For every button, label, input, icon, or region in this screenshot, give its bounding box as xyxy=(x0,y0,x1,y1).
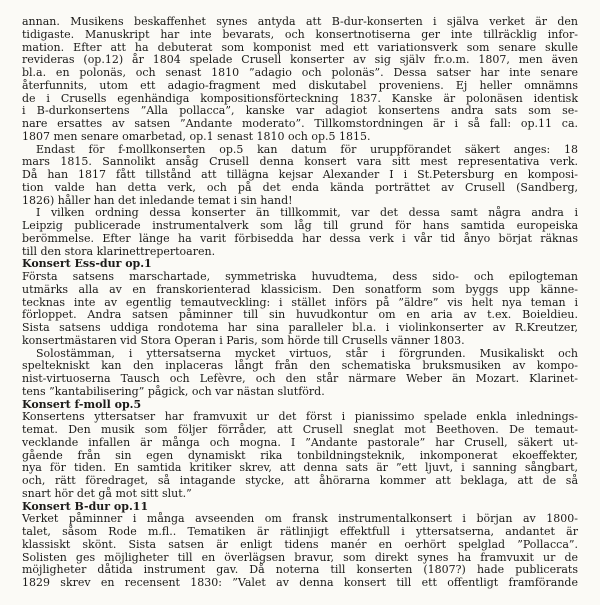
text-line: Solostämman, i yttersatserna mycket virtuos, står i förgrunden. Musikaliskt och xyxy=(36,346,578,360)
text-line: i B-durkonsertens ”Alla pollacca”, kanske var adagiot konsertens andra sats som se- xyxy=(22,104,578,118)
text-line: återfunnits, utom ett adagio-fragment med diskutabel proveniens. Ej heller omnämns xyxy=(22,78,578,92)
text-line: Endast för f-mollkonserten op.5 kan datum för uruppförandet säkert anges: 18 xyxy=(36,142,578,156)
text-line: talet, såsom Rode m.fl.. Tematiken är rätlinjigt effektfull i yttersatserna, andantet är xyxy=(22,525,578,538)
text-line: Leipzig publicerade instrumentalverk som låg till grund för hans samtida europeiska xyxy=(22,219,578,232)
paragraph xyxy=(22,348,578,399)
text-line: temat. Den musik som följer förråder, att Crusell sneglat mot Beethoven. De temaut- xyxy=(22,423,578,436)
text-line: mars 1815. Sannolikt ansåg Crusell denna konsert vara sitt mest representativa verk. xyxy=(22,155,578,169)
text-line: nist-virtuoserna Tausch och Lefèvre, och den står närmare Weber än Mozart. Klarinet- xyxy=(22,372,578,385)
text-line: bl.a. en polonäs, och senast 1810 ”adagio och polonäs”. Dessa satser har inte senare xyxy=(22,66,578,79)
text-line: till den stora klarinettrepertoaren. xyxy=(22,244,216,258)
text-line: 1807 men senare omarbetad, op.1 senast 1810 och op.5 1815. xyxy=(22,129,371,143)
text-line: annan. Musikens beskaffenhet synes antyda att B-dur-konserten i själva verket är den xyxy=(22,15,578,28)
text-line: mation. Efter att ha debuterat som komponist med ett variationsverk som senare skulle xyxy=(22,40,578,54)
text-line: förloppet. Andra satsen påminner till sin huvudkontur om en aria av t.ex. Boieldieu. xyxy=(22,308,578,322)
text-line: Konsert Ess-dur op.1 xyxy=(22,257,152,271)
text-line: 1826) håller han det inledande temat i sin hand! xyxy=(22,193,293,207)
paragraph xyxy=(22,144,578,208)
text-line: Sista satsens uddiga rondotema har sina paralleler bl.a. i violinkonserter av R.Kreutzer, xyxy=(22,321,578,334)
text-line: vecklande infallen är många och mogna. I ”Andante pastorale” har Crusell, säkert ut- xyxy=(22,435,578,449)
text-line: snart hör det gå mot sitt slut.” xyxy=(22,486,192,500)
text-line: Konsert f-moll op.5 xyxy=(22,397,142,411)
text-line: nya för tiden. En samtida kritiker skrev, att denna sats är ”ett ljuvt, i sanning sångbart, xyxy=(22,461,578,475)
text-line: tion valde han detta verk, och på det enda kända porträttet av Crusell (Sandberg, xyxy=(22,180,578,194)
text-line: Första satsens marschartade, symmetriska huvudtema, dess sido- och epilogteman xyxy=(22,270,578,283)
text-line: utmärks alla av en franskorienterad klassicism. Den sonatform som byggs upp känne- xyxy=(22,282,578,296)
text-line: möjligheter dåtida instrument gav. Då noterna till konserten (1807?) hade publicerats xyxy=(22,563,578,577)
text-line: och, rätt föredraget, så intagande stycke, att åhörarna kommer att beklaga, att de så xyxy=(22,474,578,487)
text-line: tens ”kantabilisering” pågick, och var nästan slutförd. xyxy=(22,384,325,398)
text-line: I vilken ordning dessa konserter än tillkommit, var det dessa samt några andra i xyxy=(36,206,578,220)
text-line: tecknas inte av egentlig temautveckling: i stället införs på ”äldre” vis helt nya teman i xyxy=(22,295,578,309)
text-line: gående från sin egen dynamiskt rika tonbildningsteknik, inkomponerat ekoeffekter, xyxy=(22,448,578,462)
text-line: Solisten ges möjligheter till en överlägsen bravur, som direkt synes ha framvuxit ur de xyxy=(22,550,578,564)
text-line: tidigaste. Manuskript har inte bevarats, och konsertnotiserna ger inte tillräcklig infor- xyxy=(22,27,578,41)
text-line: nare ersattes av satsen ”Andante moderato”. Tillkomstordningen är i så fall: op.11 ca. xyxy=(22,117,578,130)
text-line: klassiskt skönt. Sista satsen är enligt tidens manér en oerhört spelglad ”Pollacca”. xyxy=(22,537,578,551)
text-line: Då han 1817 fått tillstånd att tillägna kejsar Alexander I i St.Petersburg en komposi- xyxy=(22,168,578,181)
text-line: Konsert B-dur op.11 xyxy=(22,499,149,513)
paragraph xyxy=(22,207,578,258)
text-line: berömmelse. Efter länge ha varit förbisedda har dessa verk i vår tid ånyo börjat räknas xyxy=(22,231,578,245)
text-line: speltekniskt kan den inplaceras långt från den schematiska bruksmusiken av kompo- xyxy=(22,359,578,373)
text-line: konsertmästaren vid Stora Operan i Paris, som hörde till Crusells vänner 1803. xyxy=(22,333,465,347)
text-line: revideras (op.12) år 1804 spelade Crusell konserter av sig själv fr.o.m. 1807, men även xyxy=(22,53,578,67)
text-line: Konsertens yttersatser har framvuxit ur det först i pianissimo spelade enkla inlednings- xyxy=(22,410,578,424)
text-line: Verket påminner i många avseenden om fransk instrumentalkonsert i början av 1800- xyxy=(22,512,578,526)
text-line: de i Crusells egenhändiga kompositionsförteckning 1837. Kanske är polonäsen identisk xyxy=(22,91,578,105)
text-line: 1829 skrev en recensent 1830: ”Valet av denna konsert till ett offentligt framförande xyxy=(22,576,578,589)
paragraph xyxy=(22,513,578,590)
paragraph xyxy=(22,16,578,144)
paragraph xyxy=(22,411,578,500)
paragraph xyxy=(22,271,578,348)
